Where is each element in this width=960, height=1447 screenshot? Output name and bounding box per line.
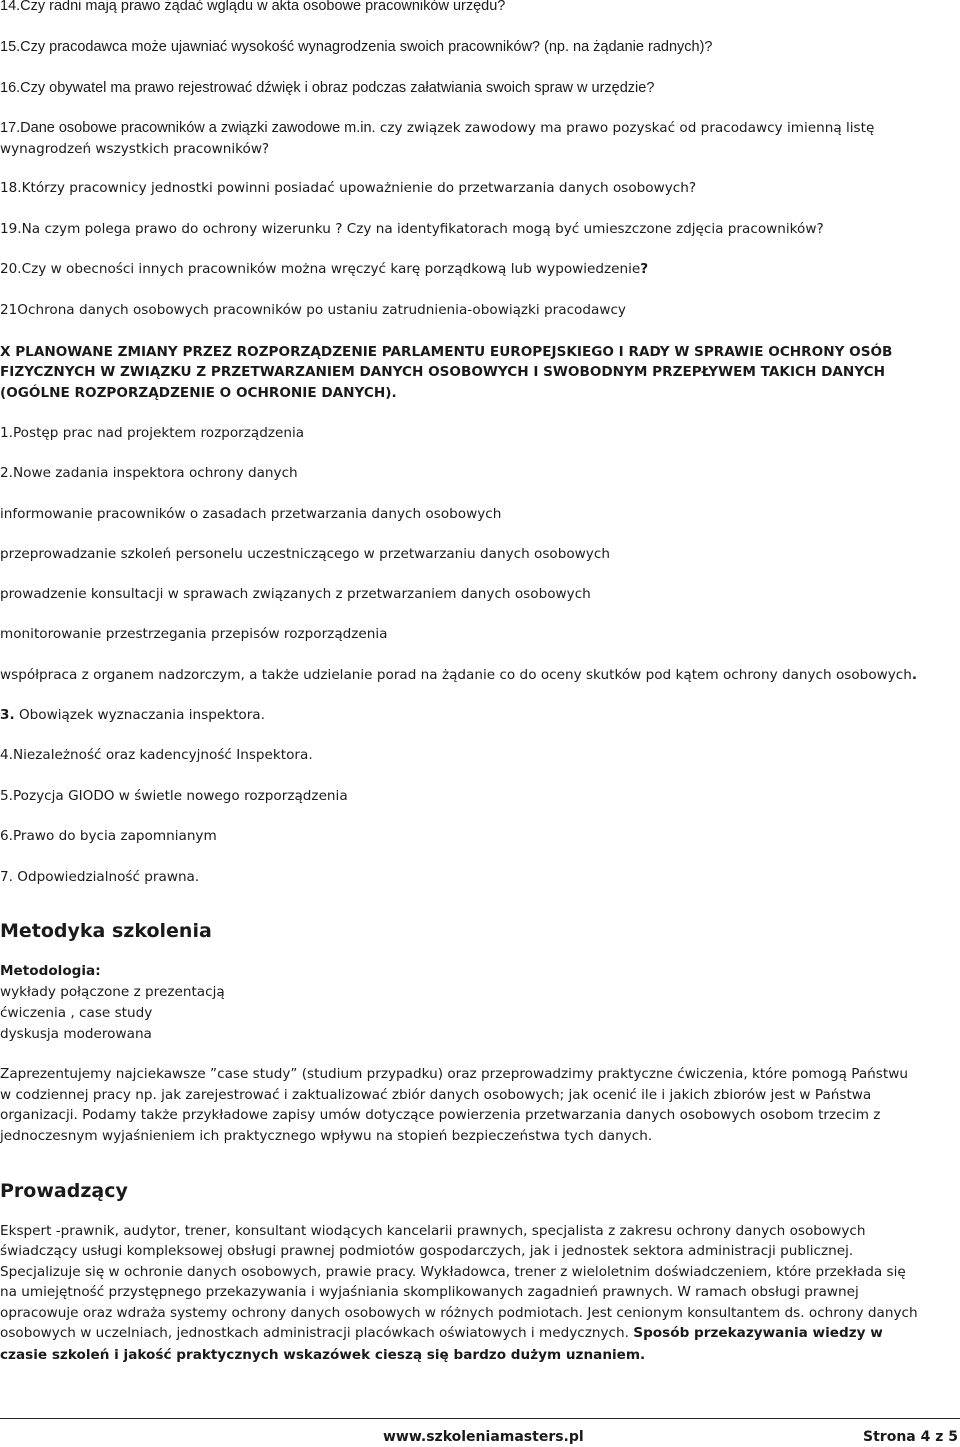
methodology-heading: Metodyka szkolenia	[0, 920, 212, 942]
question-15: 15.Czy pracodawca może ujawniać wysokość wynagrodzenia swoich pracowników? (np. na żądanie radnych)?	[0, 39, 713, 55]
question-20	[0, 259, 648, 280]
question-21: 21Ochrona danych osobowych pracowników po ustaniu zatrudnienia-obowiązki pracodawcy	[0, 302, 626, 318]
section-x-title-line-1: X PLANOWANE ZMIANY PRZEZ ROZPORZĄDZENIE PARLAMENTU EUROPEJSKIEGO I RADY W SPRAWIE OCHRONY OSÓB	[0, 344, 893, 360]
footer-divider	[0, 1418, 960, 1419]
trainer-line-3: Specjalizuje się w ochronie danych osobowych, prawie pracy. Wykładowca, trener z wieloletnim doświadczeniem, które przekłada się	[0, 1264, 906, 1280]
methodology-label: Metodologia:	[0, 963, 101, 979]
section-x-item-5: 5.Pozycja GIODO w świetle nowego rozporządzenia	[0, 788, 348, 804]
trainer-line-4: na umiejętność przystępnego przekazywania i wyjaśniania skomplikowanych zagadnień prawnych. W ramach obsługi prawnej	[0, 1284, 859, 1300]
methodology-item-2: ćwiczenia , case study	[0, 1005, 153, 1021]
methodology-item-1: wykłady połączone z prezentacją	[0, 984, 225, 1000]
section-x-title-line-3: (OGÓLNE ROZPORZĄDZENIE O OCHRONIE DANYCH).	[0, 385, 397, 401]
question-20-mark: ?	[640, 261, 649, 277]
question-18: 18.Którzy pracownicy jednostki powinni posiadać upoważnienie do przetwarzania danych osobowych?	[0, 180, 697, 196]
trainer-heading: Prowadzący	[0, 1180, 128, 1202]
section-x-item-4: 4.Niezależność oraz kadencyjność Inspektora.	[0, 747, 313, 763]
methodology-paragraph-line-4: jednoczesnym wyjaśnieniem ich praktycznego wpływu na stopień bezpieczeństwa tych danych.	[0, 1128, 653, 1144]
footer-page-number: Strona 4 z 5	[863, 1429, 958, 1445]
dpo-task-3: prowadzenie konsultacji w sprawach związanych z przetwarzaniem danych osobowych	[0, 586, 591, 602]
trainer-line-2: świadczący usługi kompleksowej obsługi prawnej podmiotów gospodarczych, jak i jednostek sektora administracji publicznej.	[0, 1243, 854, 1259]
section-x-item-1: 1.Postęp prac nad projektem rozporządzenia	[0, 425, 305, 441]
trainer-line-6	[0, 1323, 883, 1344]
dpo-task-5	[0, 665, 917, 686]
footer-website-link[interactable]: www.szkoleniamasters.pl	[383, 1429, 584, 1445]
question-16: 16.Czy obywatel ma prawo rejestrować dźwięk i obraz podczas załatwiania swoich spraw w urzędzie?	[0, 80, 655, 96]
trainer-line-5: opracowuje oraz wdraża systemy ochrony danych osobowych w różnych podmiotach. Jest cenionym konsultantem ds. ochrony danych	[0, 1305, 918, 1321]
dpo-task-5-end: .	[911, 667, 918, 683]
methodology-paragraph-line-1: Zaprezentujemy najciekawsze ”case study” (studium przypadku) oraz przeprowadzimy praktyczne ćwiczenia, które pomogą Państwu	[0, 1066, 908, 1082]
section-x-item-3-text: Obowiązek wyznaczania inspektora.	[14, 707, 265, 723]
trainer-line-6-bold: Sposób przekazywania wiedzy w	[633, 1325, 883, 1341]
question-17-part-b: czy związek zawodowy ma prawo pozyskać od pracodawcy imienną listę	[375, 120, 875, 136]
dpo-task-1: informowanie pracowników o zasadach przetwarzania danych osobowych	[0, 506, 502, 522]
trainer-line-6-text: osobowych w uczelniach, jednostkach administracji placówkach oświatowych i medycznych.	[0, 1325, 634, 1341]
question-19: 19.Na czym polega prawo do ochrony wizerunku ? Czy na identyfikatorach mogą być umieszczone zdjęcia pracowników?	[0, 221, 824, 237]
trainer-line-7: czasie szkoleń i jakość praktycznych wskazówek cieszą się bardzo dużym uznaniem.	[0, 1347, 646, 1363]
question-20-text: 20.Czy w obecności innych pracowników można wręczyć karę porządkową lub wypowiedzenie	[0, 261, 641, 277]
section-x-title-line-2: FIZYCZNYCH W ZWIĄZKU Z PRZETWARZANIEM DANYCH OSOBOWYCH I SWOBODNYM PRZEPŁYWEM TAKICH DANYCH	[0, 364, 885, 380]
methodology-paragraph-line-3: organizacji. Podamy także przykładowe zapisy umów dotyczące powierzenia przetwarzania danych osobowych osobom trzecim z	[0, 1107, 881, 1123]
section-x-item-3	[0, 705, 265, 726]
section-x-item-3-number: 3.	[0, 707, 15, 723]
section-x-item-7: 7. Odpowiedzialność prawna.	[0, 869, 200, 885]
dpo-task-5-text: współpraca z organem nadzorczym, a także udzielanie porad na żądanie co do oceny skutków pod kątem ochrony danych osobowych	[0, 667, 912, 683]
section-x-item-2: 2.Nowe zadania inspektora ochrony danych	[0, 465, 298, 481]
section-x-item-6: 6.Prawo do bycia zapomnianym	[0, 828, 217, 844]
question-17-part-a: 17.Dane osobowe pracowników a związki zawodowe m.in.	[0, 120, 376, 136]
methodology-item-3: dyskusja moderowana	[0, 1026, 152, 1042]
dpo-task-4: monitorowanie przestrzegania przepisów rozporządzenia	[0, 626, 388, 642]
methodology-paragraph-line-2: w codziennej pracy np. jak zarejestrować i zaktualizować zbiór danych osobowych; jak ocenić ile i jakich zbiorów jest w Państwa	[0, 1087, 872, 1103]
trainer-line-1: Ekspert -prawnik, audytor, trener, konsultant wiodących kancelarii prawnych, specjalista z zakresu ochrony danych osobowych	[0, 1223, 866, 1239]
question-17	[0, 118, 874, 139]
question-17-continuation: wynagrodzeń wszystkich pracowników?	[0, 141, 270, 157]
dpo-task-2: przeprowadzanie szkoleń personelu uczestniczącego w przetwarzaniu danych osobowych	[0, 546, 610, 562]
question-14: 14.Czy radni mają prawo żądać wglądu w akta osobowe pracowników urzędu?	[0, 0, 506, 14]
